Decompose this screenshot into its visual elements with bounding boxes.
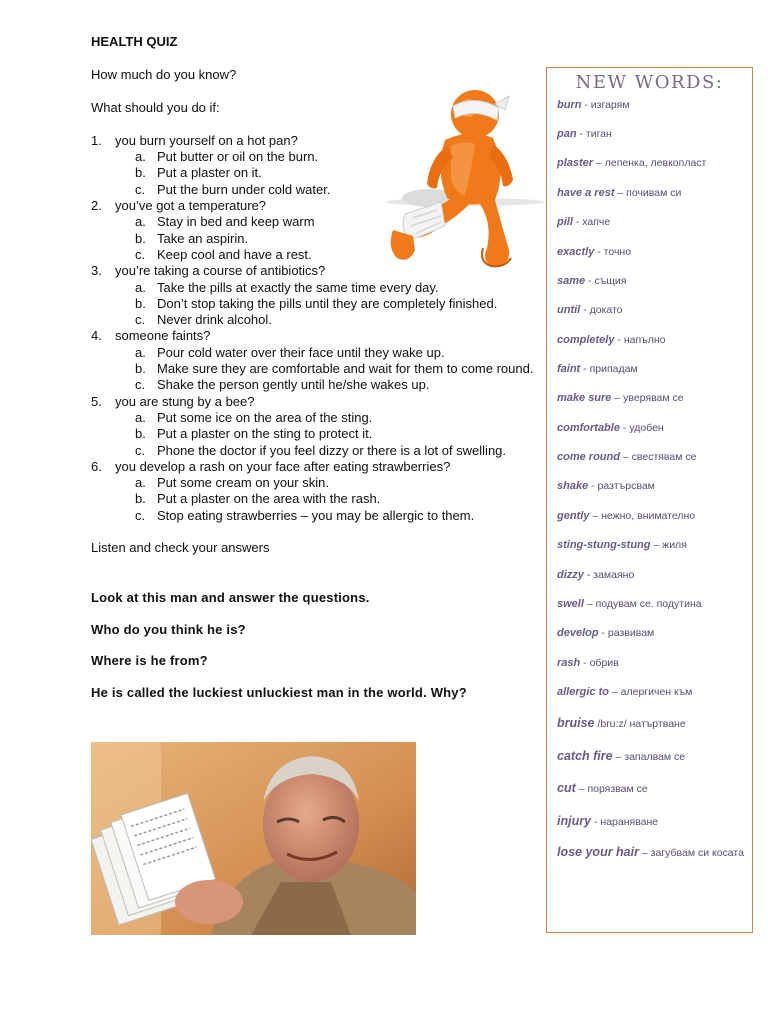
answer-letter: a. (135, 149, 146, 165)
answer-text: Stay in bed and keep warm (157, 214, 315, 230)
vocab-translation: същия (594, 275, 627, 287)
answer-letter: a. (135, 409, 146, 425)
man-question: Look at this man and answer the questions. (91, 590, 370, 605)
answer-text: Put some ice on the area of the sting. (157, 409, 373, 425)
vocab-translation: разтърсвам (597, 480, 655, 492)
answer-text: Shake the person gently until he/she wakes up. (157, 377, 430, 393)
vocab-separator: – (593, 157, 605, 169)
question (91, 328, 541, 393)
vocab-entry (557, 623, 749, 643)
answer-letter: a. (135, 344, 146, 360)
vocab-entry (557, 153, 749, 173)
vocab-entry (557, 746, 749, 767)
vocab-entry (557, 242, 749, 262)
answer-letter: b. (135, 491, 146, 507)
vocab-entry (557, 388, 749, 408)
answer-letter: b. (135, 295, 146, 311)
vocab-entry (557, 330, 749, 350)
answer-list (115, 345, 541, 394)
vocab-word: bruise (557, 716, 595, 730)
vocab-word: rash (557, 657, 581, 669)
vocab-separator: - (619, 422, 630, 434)
vocab-word: catch fire (557, 749, 613, 763)
vocab-separator: – (575, 783, 588, 795)
vocab-word: shake (557, 480, 589, 492)
answer-letter: a. (135, 214, 146, 230)
vocab-translation: натъртване (629, 718, 686, 730)
vocab-entry (557, 713, 749, 734)
answer-text: Put some cream on your skin. (157, 475, 329, 491)
vocab-word: allergic to (557, 686, 609, 698)
answer-letter: c. (135, 442, 146, 458)
answer-letter: c. (135, 312, 146, 328)
new-words-box (546, 67, 753, 933)
vocab-word: make sure (557, 392, 612, 404)
question-number: 1. (91, 132, 102, 148)
answer-text: Take an aspirin. (157, 230, 249, 246)
vocab-separator: – (619, 451, 632, 463)
vocab-entry (557, 839, 749, 867)
vocab-word: exactly (557, 246, 595, 258)
answer-option (115, 491, 541, 507)
answer-text: Take the pills at exactly the same time every day. (157, 279, 439, 295)
vocab-word: develop (557, 627, 599, 639)
question-number: 6. (91, 458, 102, 474)
question-text: you’re taking a course of antibiotics? (115, 263, 326, 279)
vocab-word: completely (557, 334, 615, 346)
vocab-entry (557, 300, 749, 320)
vocab-separator: - (594, 246, 604, 258)
vocab-translation: удобен (629, 422, 664, 434)
answer-text: Put a plaster on it. (157, 165, 262, 181)
answer-option (115, 296, 541, 312)
new-words-title: NEW WORDS: (575, 72, 724, 93)
vocab-translation: развивам (607, 627, 655, 639)
answer-list (115, 280, 541, 329)
listen-instruction: Listen and check your answers (91, 540, 270, 556)
answer-option (115, 426, 541, 442)
answer-text: Pour cold water over their face until they wake up. (157, 344, 445, 360)
vocab-entry (557, 594, 749, 614)
vocab-translation: припадам (589, 363, 638, 375)
vocab-translation: загубвам си косата (650, 847, 744, 859)
question-number: 3. (91, 263, 102, 279)
vocab-word: faint (557, 363, 581, 375)
vocab-word: cut (557, 781, 576, 795)
answer-text: Put the burn under cold water. (157, 181, 331, 197)
answer-letter: b. (135, 230, 146, 246)
answer-letter: c. (135, 507, 146, 523)
question-text: you burn yourself on a hot pan? (115, 132, 298, 148)
question-text: you develop a rash on your face after eating strawberries? (115, 458, 451, 474)
vocab-translation: лепенка, левкопласт (604, 157, 707, 169)
vocab-translation: докато (589, 304, 623, 316)
vocab-separator: – (589, 510, 602, 522)
answer-text: Keep cool and have a rest. (157, 246, 312, 262)
vocab-separator: - (580, 304, 590, 316)
vocab-separator: – (612, 751, 625, 763)
vocab-translation: хапче (582, 216, 611, 228)
answer-text: Phone the doctor if you feel dizzy or there is a lot of swelling. (157, 442, 507, 458)
answer-text: Put butter or oil on the burn. (157, 149, 319, 165)
vocab-entry (557, 682, 749, 702)
vocab-separator: – (650, 539, 663, 551)
question-text: you are stung by a bee? (115, 393, 255, 409)
vocab-word: dizzy (557, 569, 584, 581)
vocab-entry (557, 506, 749, 526)
vocab-translation: тиган (585, 128, 612, 140)
vocab-entry (557, 565, 749, 585)
answer-option (115, 508, 541, 524)
question (91, 459, 541, 524)
vocab-translation: замаяно (593, 569, 635, 581)
vocab-translation: нежно, внимателно (601, 510, 696, 522)
answer-letter: c. (135, 377, 146, 393)
quiz-intro: How much do you know? (91, 67, 237, 83)
vocab-separator: - (598, 627, 608, 639)
vocab-separator: - (580, 657, 590, 669)
answer-letter: b. (135, 165, 146, 181)
answer-letter: a. (135, 279, 146, 295)
man-with-lottery-tickets-photo (91, 742, 416, 935)
vocab-separator: – (608, 686, 621, 698)
answer-option (115, 377, 541, 393)
answer-text: Don’t stop taking the pills until they are completely finished. (157, 295, 498, 311)
vocab-separator: - (585, 275, 595, 287)
vocab-separator: - (591, 816, 601, 828)
vocab-entry (557, 811, 749, 832)
vocab-separator: /bru:z/ (594, 718, 630, 730)
answer-option (115, 410, 541, 426)
answer-text: Put a plaster on the area with the rash. (157, 491, 381, 507)
answer-letter: a. (135, 475, 146, 491)
vocab-translation: жиля (662, 539, 687, 551)
man-question: He is called the luckiest unluckiest man in the world. Why? (91, 684, 467, 700)
answer-list (115, 410, 541, 459)
vocab-separator: - (614, 334, 624, 346)
answer-letter: c. (135, 181, 146, 197)
vocab-word: same (557, 275, 586, 287)
vocab-separator: - (581, 99, 591, 111)
vocab-translation: алергичен към (620, 686, 693, 698)
vocab-entry (557, 418, 749, 438)
answer-option (115, 443, 541, 459)
answer-option (115, 475, 541, 491)
vocab-word: pill (557, 216, 573, 228)
answer-option (115, 361, 541, 377)
vocab-entry (557, 124, 749, 144)
vocab-entry (557, 183, 749, 203)
vocab-entry (557, 95, 749, 115)
vocab-entry (557, 653, 749, 673)
man-question: Who do you think he is? (91, 621, 246, 637)
answer-option (115, 345, 541, 361)
question-number: 2. (91, 198, 102, 214)
question-text: someone faints? (115, 328, 211, 344)
vocab-translation: изгарям (590, 99, 630, 111)
vocab-separator: - (576, 128, 586, 140)
vocab-translation: обрив (589, 657, 619, 669)
answer-option (115, 312, 541, 328)
vocab-word: gently (557, 510, 590, 522)
vocab-word: have a rest (557, 187, 615, 199)
vocab-word: come round (557, 451, 620, 463)
vocab-translation: свестявам се (631, 451, 697, 463)
vocab-translation: напълно (623, 334, 666, 346)
question-number: 4. (91, 328, 102, 344)
question (91, 263, 541, 328)
vocab-translation: нараняване (600, 816, 659, 828)
quiz-prompt: What should you do if: (91, 99, 220, 115)
question (91, 394, 541, 459)
vocab-translation: почивам си (626, 187, 682, 199)
answer-list (115, 475, 541, 524)
vocab-separator: - (583, 569, 594, 581)
answer-text: Put a plaster on the sting to protect it. (157, 426, 373, 442)
vocab-translation: порязвам се (587, 783, 648, 795)
vocab-entry (557, 447, 749, 467)
vocab-word: sting-stung-stung (557, 539, 651, 551)
vocab-translation: запалвам се (624, 751, 686, 763)
vocab-word: lose your hair (557, 845, 639, 859)
vocab-entry (557, 212, 749, 232)
answer-text: Never drink alcohol. (157, 312, 272, 328)
question-number: 5. (91, 393, 102, 409)
vocab-entry (557, 271, 749, 291)
vocab-translation: подувам се. подутина (595, 598, 702, 610)
answer-letter: b. (135, 426, 146, 442)
vocab-separator: - (588, 480, 598, 492)
vocab-word: pan (557, 128, 577, 140)
vocab-word: plaster (557, 157, 594, 169)
vocab-word: injury (557, 814, 592, 828)
answer-option (115, 280, 541, 296)
vocab-separator: - (572, 216, 583, 228)
answer-letter: c. (135, 246, 146, 262)
quiz-title: HEALTH QUIZ (91, 34, 178, 49)
vocab-word: swell (557, 598, 584, 610)
vocab-translation: точно (603, 246, 632, 258)
answer-text: Make sure they are comfortable and wait for them to come round. (157, 361, 534, 377)
vocab-entry (557, 778, 749, 799)
answer-text: Stop eating strawberries – you may be allergic to them. (157, 507, 475, 523)
vocab-word: comfortable (557, 422, 620, 434)
vocab-word: burn (557, 99, 582, 111)
vocab-word: until (557, 304, 581, 316)
answer-letter: b. (135, 361, 146, 377)
man-question: Where is he from? (91, 653, 208, 668)
vocab-separator: – (583, 598, 596, 610)
vocab-translation: уверявам се (623, 392, 684, 404)
vocab-entry (557, 476, 749, 496)
vocab-separator: - (580, 363, 590, 375)
question-text: you’ve got a temperature? (115, 198, 267, 214)
vocab-separator: – (611, 392, 624, 404)
vocab-separator: – (614, 187, 627, 199)
vocab-entry (557, 359, 749, 379)
vocab-entry (557, 535, 749, 555)
injured-figure-illustration (375, 80, 545, 270)
vocab-separator: – (638, 847, 651, 859)
man-questions (91, 590, 531, 716)
